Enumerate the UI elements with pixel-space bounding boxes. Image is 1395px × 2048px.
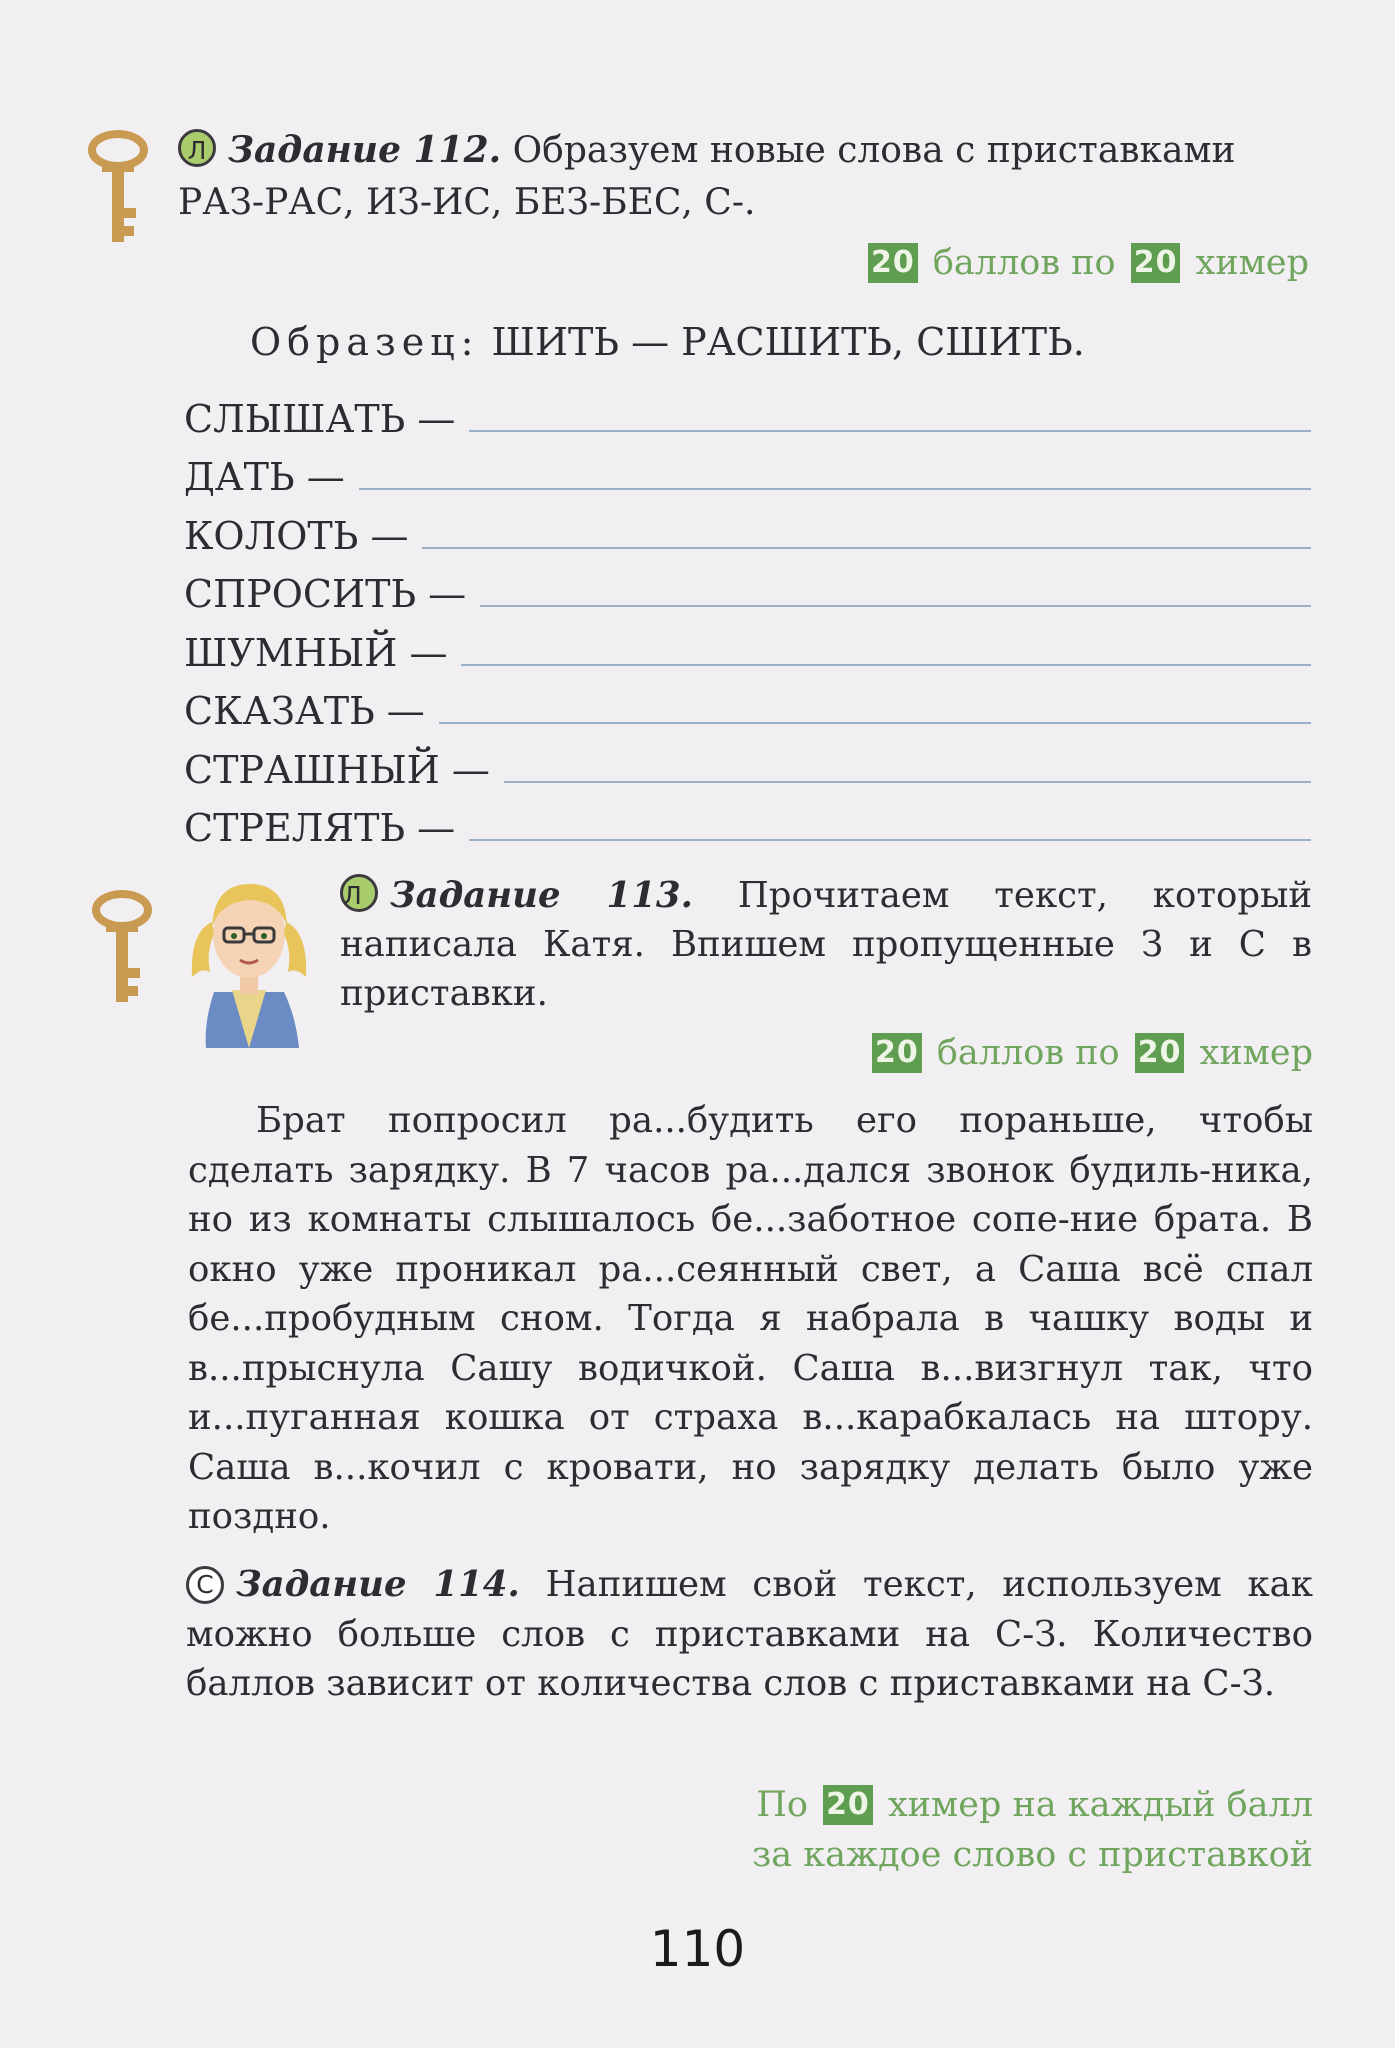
score-text: баллов по — [921, 243, 1127, 283]
word-row-5 — [184, 624, 1311, 682]
task-114-label: Задание 114. — [236, 1564, 520, 1605]
answer-line[interactable] — [469, 799, 1311, 841]
word-label: СПРОСИТЬ — — [184, 572, 467, 616]
sample-line — [250, 316, 1085, 368]
key-icon — [92, 890, 152, 1020]
task-113-label: Задание 113. — [390, 875, 693, 916]
task-113-heading — [340, 871, 1312, 1018]
score-text-chimera: химер — [1188, 1033, 1313, 1073]
task-113-intro-line1: Прочитаем текст, который — [692, 875, 1313, 916]
task-113-intro-line2: написала Катя. Впишем пропущенные З и С в — [340, 924, 1312, 965]
word-row-8 — [184, 799, 1311, 857]
word-row-3 — [184, 507, 1311, 565]
task-112-text-line1: Образуем новые слова с приставками — [501, 130, 1236, 171]
word-label: КОЛОТЬ — — [184, 514, 409, 558]
task-113-intro-line3: приставки. — [340, 973, 548, 1014]
sample-text: ШИТЬ — РАСШИТЬ, СШИТЬ. — [479, 320, 1085, 364]
task-112-label: Задание 112. — [228, 129, 502, 171]
word-label: СЛЫШАТЬ — — [184, 397, 456, 441]
sample-label: Образец: — [250, 320, 480, 364]
answer-line[interactable] — [439, 682, 1311, 724]
word-label: СТРЕЛЯТЬ — — [184, 806, 456, 850]
task-112-text-line2: РАЗ-РАС, ИЗ-ИС, БЕЗ-БЕС, С-. — [178, 182, 756, 223]
personal-task-badge: Л — [178, 129, 216, 167]
personal-task-badge: Л — [340, 874, 378, 912]
word-label: ШУМНЫЙ — — [184, 631, 448, 675]
task-114-score-line1 — [756, 1780, 1313, 1830]
answer-line[interactable] — [359, 448, 1311, 490]
word-row-2 — [184, 448, 1311, 506]
score-text-chimera: химер — [1184, 243, 1309, 283]
word-row-1 — [184, 390, 1311, 448]
score-text: химер на каждый балл — [876, 1785, 1313, 1825]
score-text: По — [756, 1785, 820, 1825]
score-text: баллов по — [925, 1033, 1131, 1073]
word-row-4 — [184, 565, 1311, 623]
word-label: СКАЗАТЬ — — [184, 689, 425, 733]
task-113-score — [868, 1028, 1313, 1078]
task-114-block — [186, 1560, 1313, 1709]
score-chimera-box: 20 — [823, 1785, 873, 1825]
task-113-body-text: Брат попросил ра...будить его пораньше, чтобы сделать зарядку. В 7 часов ра...дался звонок будиль-ника, но из комнаты слышалось бе...заботное сопе-ние брата. В окно уже проникал ра...сеянный свет, а Саша всё спал бе...пробудным сном. Тогда я набрала в чашку воды и в...прыснула Сашу водичкой. Саша в...визгнул так, что и...пуганная кошка от страха в...карабкалась на штору. Саша в...кочил с кровати, но зарядку делать было уже поздно. — [188, 1100, 1313, 1537]
creative-task-badge: С — [186, 1566, 224, 1604]
score-points-box: 20 — [868, 243, 918, 283]
score-chimera-box: 20 — [1135, 1033, 1185, 1073]
task-112-heading — [178, 124, 1313, 229]
page-number: 110 — [649, 1920, 746, 1978]
word-label: ДАТЬ — — [184, 455, 345, 499]
word-label: СТРАШНЫЙ — — [184, 748, 490, 792]
task-112-score — [864, 238, 1309, 288]
score-points-box: 20 — [872, 1033, 922, 1073]
task-114-text: Напишем свой текст, используем как можно больше слов с приставками на С-З. Количество баллов зависит от количества слов с приставками на С-З. — [186, 1564, 1313, 1704]
word-row-7 — [184, 741, 1311, 799]
girl-illustration — [184, 872, 314, 1048]
key-icon — [88, 130, 148, 260]
answer-line[interactable] — [504, 741, 1311, 783]
score-chimera-box: 20 — [1131, 243, 1181, 283]
task-114-score-line2: за каждое слово с приставкой — [752, 1835, 1313, 1875]
answer-line[interactable] — [461, 624, 1311, 666]
answer-line[interactable] — [480, 565, 1311, 607]
answer-line[interactable] — [422, 507, 1311, 549]
answer-line[interactable] — [469, 390, 1311, 432]
word-row-6 — [184, 682, 1311, 740]
